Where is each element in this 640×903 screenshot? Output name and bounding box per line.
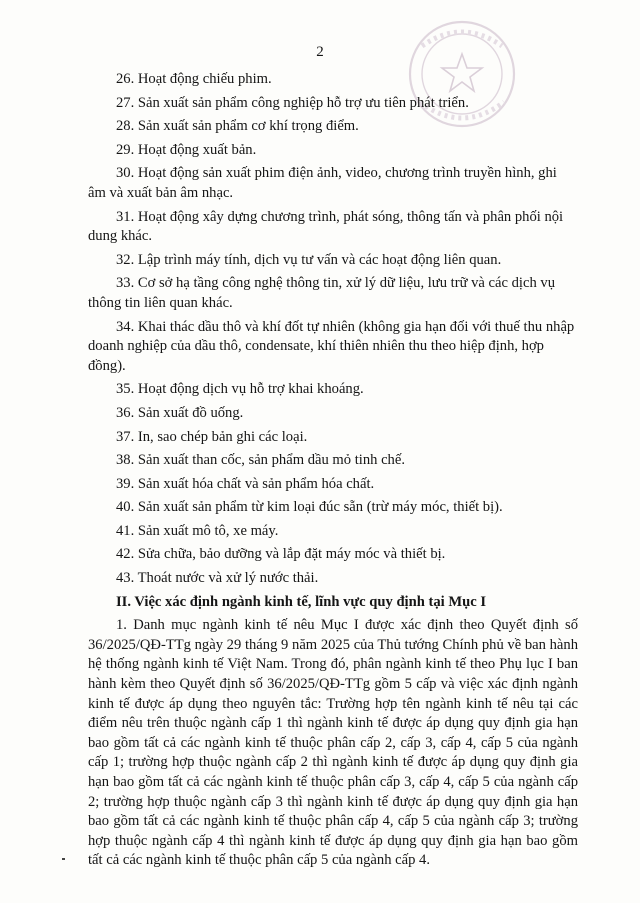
list-item: 29. Hoạt động xuất bản. xyxy=(116,141,257,158)
page-number: 2 xyxy=(316,44,324,60)
list-item: 28. Sản xuất sản phẩm cơ khí trọng điểm. xyxy=(116,118,359,135)
list-item: 36. Sản xuất đồ uống. xyxy=(116,404,244,421)
list-item: 43. Thoát nước và xử lý nước thải. xyxy=(116,570,319,587)
list-item: 41. Sản xuất mô tô, xe máy. xyxy=(116,522,279,539)
list-item: 26. Hoạt động chiếu phim. xyxy=(116,71,272,87)
section-heading: II. Việc xác định ngành kinh tế, lĩnh vực quy định tại Mục I xyxy=(116,593,487,610)
list-item: 35. Hoạt động dịch vụ hỗ trợ khai khoáng. xyxy=(116,381,364,398)
list-item: 37. In, sao chép bản ghi các loại. xyxy=(116,428,308,445)
margin-mark xyxy=(62,858,65,860)
list-item: 39. Sản xuất hóa chất và sản phẩm hóa chất. xyxy=(116,475,375,492)
list-item: 38. Sản xuất than cốc, sản phẩm dầu mỏ tinh chế. xyxy=(116,452,405,469)
list-item: 30. Hoạt động sản xuất phim điện ảnh, video, chương trình truyền hình, ghi âm và xuất bản âm nhạc. xyxy=(88,165,557,201)
list-item: 33. Cơ sở hạ tầng công nghệ thông tin, xử lý dữ liệu, lưu trữ và các dịch vụ thông tin liên quan khác. xyxy=(88,275,556,311)
list-item: 31. Hoạt động xây dựng chương trình, phát sóng, thông tấn và phân phối nội dung khác. xyxy=(88,208,564,245)
list-item: 34. Khai thác dầu thô và khí đốt tự nhiên (không gia hạn đối với thuế thu nhập doanh nghiệp của dầu thô, condensate, khí thiên nhiên thu theo hiệp định, hợp đồng). xyxy=(88,318,575,374)
list-item: 32. Lập trình máy tính, dịch vụ tư vấn và các hoạt động liên quan. xyxy=(116,251,502,268)
document-body xyxy=(88,70,578,871)
industry-list xyxy=(88,70,578,589)
body-paragraph: 1. Danh mục ngành kinh tế nêu Mục I được xác định theo Quyết định số 36/2025/QĐ-TTg ngày 29 tháng 9 năm 2025 của Thủ tướng Chính phủ về ban hành hệ thống ngành kinh tế Việt Nam. Trong đó, phân ngành kinh tế theo Phụ lục I ban hành kèm theo Quyết định số 36/2025/QĐ-TTg gồm 5 cấp và việc xác định ngành kinh tế được áp dụng theo nguyên tắc: Trường hợp tên ngành kinh tế nêu tại các điểm nêu trên thuộc ngành cấp 1 thì ngành kinh tế được áp dụng quy định gia hạn bao gồm tất cả các ngành kinh tế thuộc phân cấp 2, cấp 3, cấp 4, cấp 5 của ngành cấp 1; trường hợp thuộc ngành cấp 2 thì ngành kinh tế được áp dụng quy định gia hạn bao gồm tất cả các ngành kinh tế thuộc phân cấp 3, cấp 4, cấp 5 của ngành cấp 2; trường hợp thuộc ngành cấp 3 thì ngành kinh tế được áp dụng quy định gia hạn bao gồm tất cả các ngành kinh tế thuộc phân cấp 4, cấp 5 của ngành cấp 3; trường hợp thuộc ngành cấp 4 thì ngành kinh tế được áp dụng quy định gia hạn bao gồm tất cả các ngành kinh tế thuộc phân cấp 5 của ngành cấp 4. xyxy=(88,617,578,869)
list-item: 42. Sửa chữa, bảo dưỡng và lắp đặt máy móc và thiết bị. xyxy=(116,546,446,563)
list-item: 40. Sản xuất sản phẩm từ kim loại đúc sẵn (trừ máy móc, thiết bị). xyxy=(116,499,503,516)
list-item: 27. Sản xuất sản phẩm công nghiệp hỗ trợ ưu tiên phát triển. xyxy=(116,94,469,111)
